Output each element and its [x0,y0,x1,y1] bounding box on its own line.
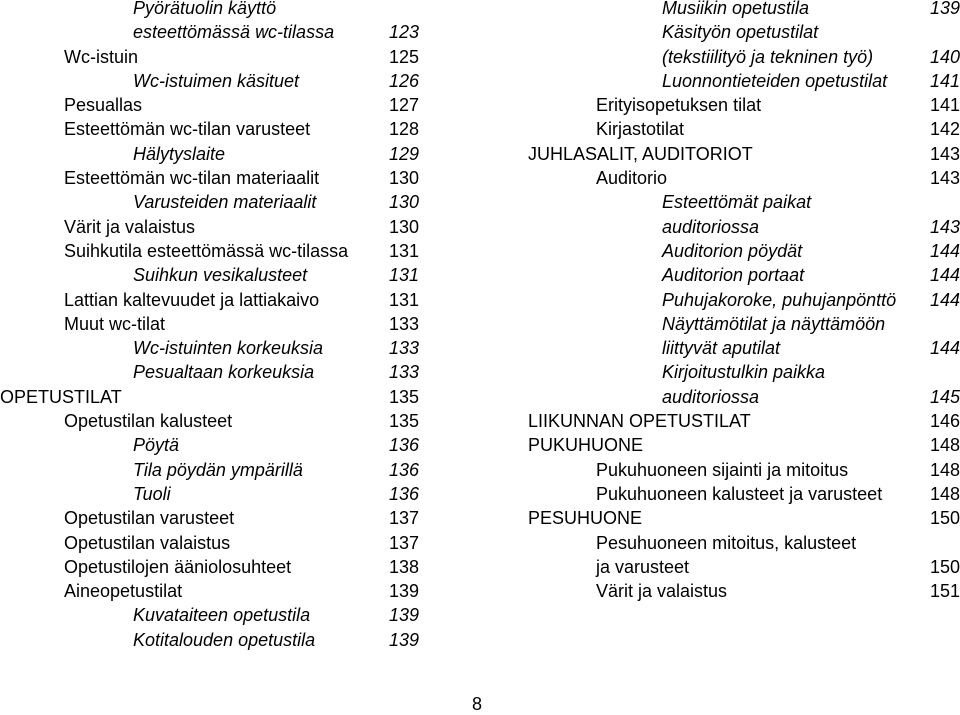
toc-entry [0,45,440,69]
toc-entry-page: 148 [929,483,960,504]
toc-entry [528,531,960,555]
toc-entry-page: 141 [929,70,960,91]
toc-entry [0,433,440,457]
toc-entry-title: Opetustilan varusteet [64,508,235,529]
toc-entry-page: 126 [389,70,420,91]
toc-entry-page: 148 [929,435,960,456]
toc-entry-title: LIIKUNNAN OPETUSTILAT [528,411,751,432]
toc-entry-page: 139 [389,581,420,602]
toc-entry [528,288,960,312]
toc-entry-title: Suihkun vesikalusteet [133,265,308,286]
toc-entry-page: 130 [389,192,420,213]
toc-entry-title: Musiikin opetustila [662,0,810,18]
toc-entry-title: Auditorio [596,168,668,189]
toc-entry [528,0,960,20]
toc-entry-page: 125 [389,46,420,67]
toc-entry [528,142,960,166]
toc-entry [0,93,440,117]
toc-entry-page: 131 [389,265,420,286]
toc-entry-title: Erityisopetuksen tilat [596,95,762,116]
toc-entry-title: Esteettömän wc-tilan materiaalit [64,168,320,189]
toc-entry-title: Tila pöydän ympärillä [133,459,303,480]
toc-left-column [0,0,440,652]
toc-entry-page: 137 [389,532,420,553]
toc-entry-page: 143 [929,216,960,237]
toc-entry-title: Pesuallas [64,95,143,116]
toc-entry-page: 144 [929,240,960,261]
toc-entry-page: 150 [929,556,960,577]
toc-entry [0,239,440,263]
toc-entry [528,506,960,530]
toc-entry-page: 130 [389,216,420,237]
toc-entry [528,579,960,603]
toc-entry-title: Pyörätuolin käyttö [133,0,277,18]
toc-entry-page: 133 [389,313,420,334]
toc-entry [0,385,440,409]
toc-entry-title: Varusteiden materiaalit [133,192,317,213]
toc-entry [0,166,440,190]
toc-entry [528,409,960,433]
toc-entry-page: 133 [389,338,420,359]
toc-entry-page: 127 [389,95,420,116]
toc-entry [0,603,440,627]
toc-entry [0,360,440,384]
toc-entry-title: Värit ja valaistus [596,581,728,602]
toc-entry [528,239,960,263]
toc-entry-title: Värit ja valaistus [64,216,196,237]
toc-entry [0,20,440,44]
toc-entry-page: 141 [929,95,960,116]
toc-entry-page: 136 [389,483,420,504]
toc-entry-page: 139 [389,605,420,626]
toc-entry-page: 138 [389,556,420,577]
toc-entry-page: 142 [929,119,960,140]
toc-entry-title: ja varusteet [596,556,690,577]
toc-entry-title: Näyttämötilat ja näyttämöön [662,313,886,334]
toc-entry-title: Pesuhuoneen mitoitus, kalusteet [596,532,857,553]
toc-entry-title: Käsityön opetustilat [662,22,819,43]
toc-entry-page: 131 [389,289,420,310]
toc-entry-title: Auditorion pöydät [662,240,803,261]
toc-entry [528,69,960,93]
toc-entry-title: Opetustilan kalusteet [64,411,233,432]
page-number: 8 [472,694,483,714]
toc-entry-title: Hälytyslaite [133,143,226,164]
toc-entry-title: Kirjoitustulkin paikka [662,362,826,383]
toc-entry-title: esteettömässä wc-tilassa [133,22,335,43]
toc-entry-page: 145 [929,386,960,407]
toc-entry-title: Pöytä [133,435,180,456]
toc-entry-title: Puhujakoroke, puhujanpönttö [662,289,897,310]
toc-entry [0,312,440,336]
toc-entry [0,288,440,312]
toc-entry-page: 150 [929,508,960,529]
toc-entry-page: 137 [389,508,420,529]
toc-entry-title: Esteettömän wc-tilan varusteet [64,119,311,140]
toc-entry [0,142,440,166]
toc-entry [528,360,960,384]
toc-entry-page: 133 [389,362,420,383]
toc-entry-page: 144 [929,338,960,359]
toc-entry-page: 130 [389,168,420,189]
toc-entry [0,190,440,214]
toc-entry-title: Kuvataiteen opetustila [133,605,311,626]
toc-entry-page: 143 [929,143,960,164]
toc-entry-page: 148 [929,459,960,480]
toc-entry-title: Tuoli [133,483,171,504]
toc-entry [528,263,960,287]
toc-entry [528,482,960,506]
toc-entry-title: Pukuhuoneen kalusteet ja varusteet [596,483,883,504]
toc-entry [528,20,960,44]
toc-entry-page: 135 [389,411,420,432]
toc-entry [0,482,440,506]
toc-entry-title: Lattian kaltevuudet ja lattiakaivo [64,289,320,310]
toc-entry [0,555,440,579]
toc-entry-page: 128 [389,119,420,140]
toc-entry [528,190,960,214]
toc-entry-title: auditoriossa [662,386,760,407]
toc-entry [0,69,440,93]
toc-entry-title: Pesualtaan korkeuksia [133,362,315,383]
toc-entry-page: 136 [389,435,420,456]
toc-entry-title: JUHLASALIT, AUDITORIOT [528,143,753,164]
toc-entry [528,45,960,69]
toc-entry-title: Wc-istuimen käsituet [133,70,300,91]
toc-entry-page: 146 [929,411,960,432]
toc-entry-title: Esteettömät paikat [662,192,812,213]
toc-entry-page: 135 [389,386,420,407]
toc-entry-page: 151 [929,581,960,602]
toc-entry-page: 123 [389,22,420,43]
toc-entry-title: Aineopetustilat [64,581,183,602]
toc-entry [528,385,960,409]
toc-entry [0,409,440,433]
toc-entry-title: Opetustilan valaistus [64,532,231,553]
toc-entry [528,336,960,360]
toc-entry-title: auditoriossa [662,216,760,237]
toc-entry-title: (tekstiilityö ja tekninen työ) [662,46,874,67]
toc-entry [528,312,960,336]
toc-entry-title: Auditorion portaat [662,265,805,286]
toc-entry-title: Muut wc-tilat [64,313,166,334]
toc-entry [528,458,960,482]
toc-entry [0,579,440,603]
toc-entry [528,93,960,117]
toc-entry-title: Pukuhuoneen sijainti ja mitoitus [596,459,849,480]
toc-entry-page: 129 [389,143,420,164]
toc-entry [0,336,440,360]
toc-entry [0,531,440,555]
toc-entry-title: Suihkutila esteettömässä wc-tilassa [64,240,349,261]
toc-entry [0,458,440,482]
toc-entry-title: Wc-istuinten korkeuksia [133,338,324,359]
toc-entry [528,166,960,190]
toc-entry-page: 144 [929,289,960,310]
toc-entry-title: Kotitalouden opetustila [133,629,316,650]
toc-entry [0,215,440,239]
toc-entry-page: 143 [929,168,960,189]
toc-entry-page: 136 [389,459,420,480]
toc-entry [528,117,960,141]
toc-right-column [528,0,960,603]
toc-entry-title: Wc-istuin [64,46,139,67]
toc-entry-title: liittyvät aputilat [662,338,781,359]
toc-entry-title: Opetustilojen ääniolosuhteet [64,556,292,577]
toc-entry-page: 139 [929,0,960,18]
toc-entry-page: 131 [389,240,420,261]
toc-entry [0,628,440,652]
toc-entry-page: 144 [929,265,960,286]
toc-entry-title: PUKUHUONE [528,435,644,456]
toc-entry-title: OPETUSTILAT [0,386,122,407]
toc-entry-page: 139 [389,629,420,650]
toc-entry-title: Kirjastotilat [596,119,685,140]
toc-entry [528,555,960,579]
toc-entry-page: 140 [929,46,960,67]
toc-entry-title: PESUHUONE [528,508,643,529]
toc-entry [0,0,440,20]
toc-entry [0,506,440,530]
toc-entry-title: Luonnontieteiden opetustilat [662,70,888,91]
toc-entry [0,117,440,141]
toc-entry [0,263,440,287]
toc-entry [528,433,960,457]
toc-entry [528,215,960,239]
